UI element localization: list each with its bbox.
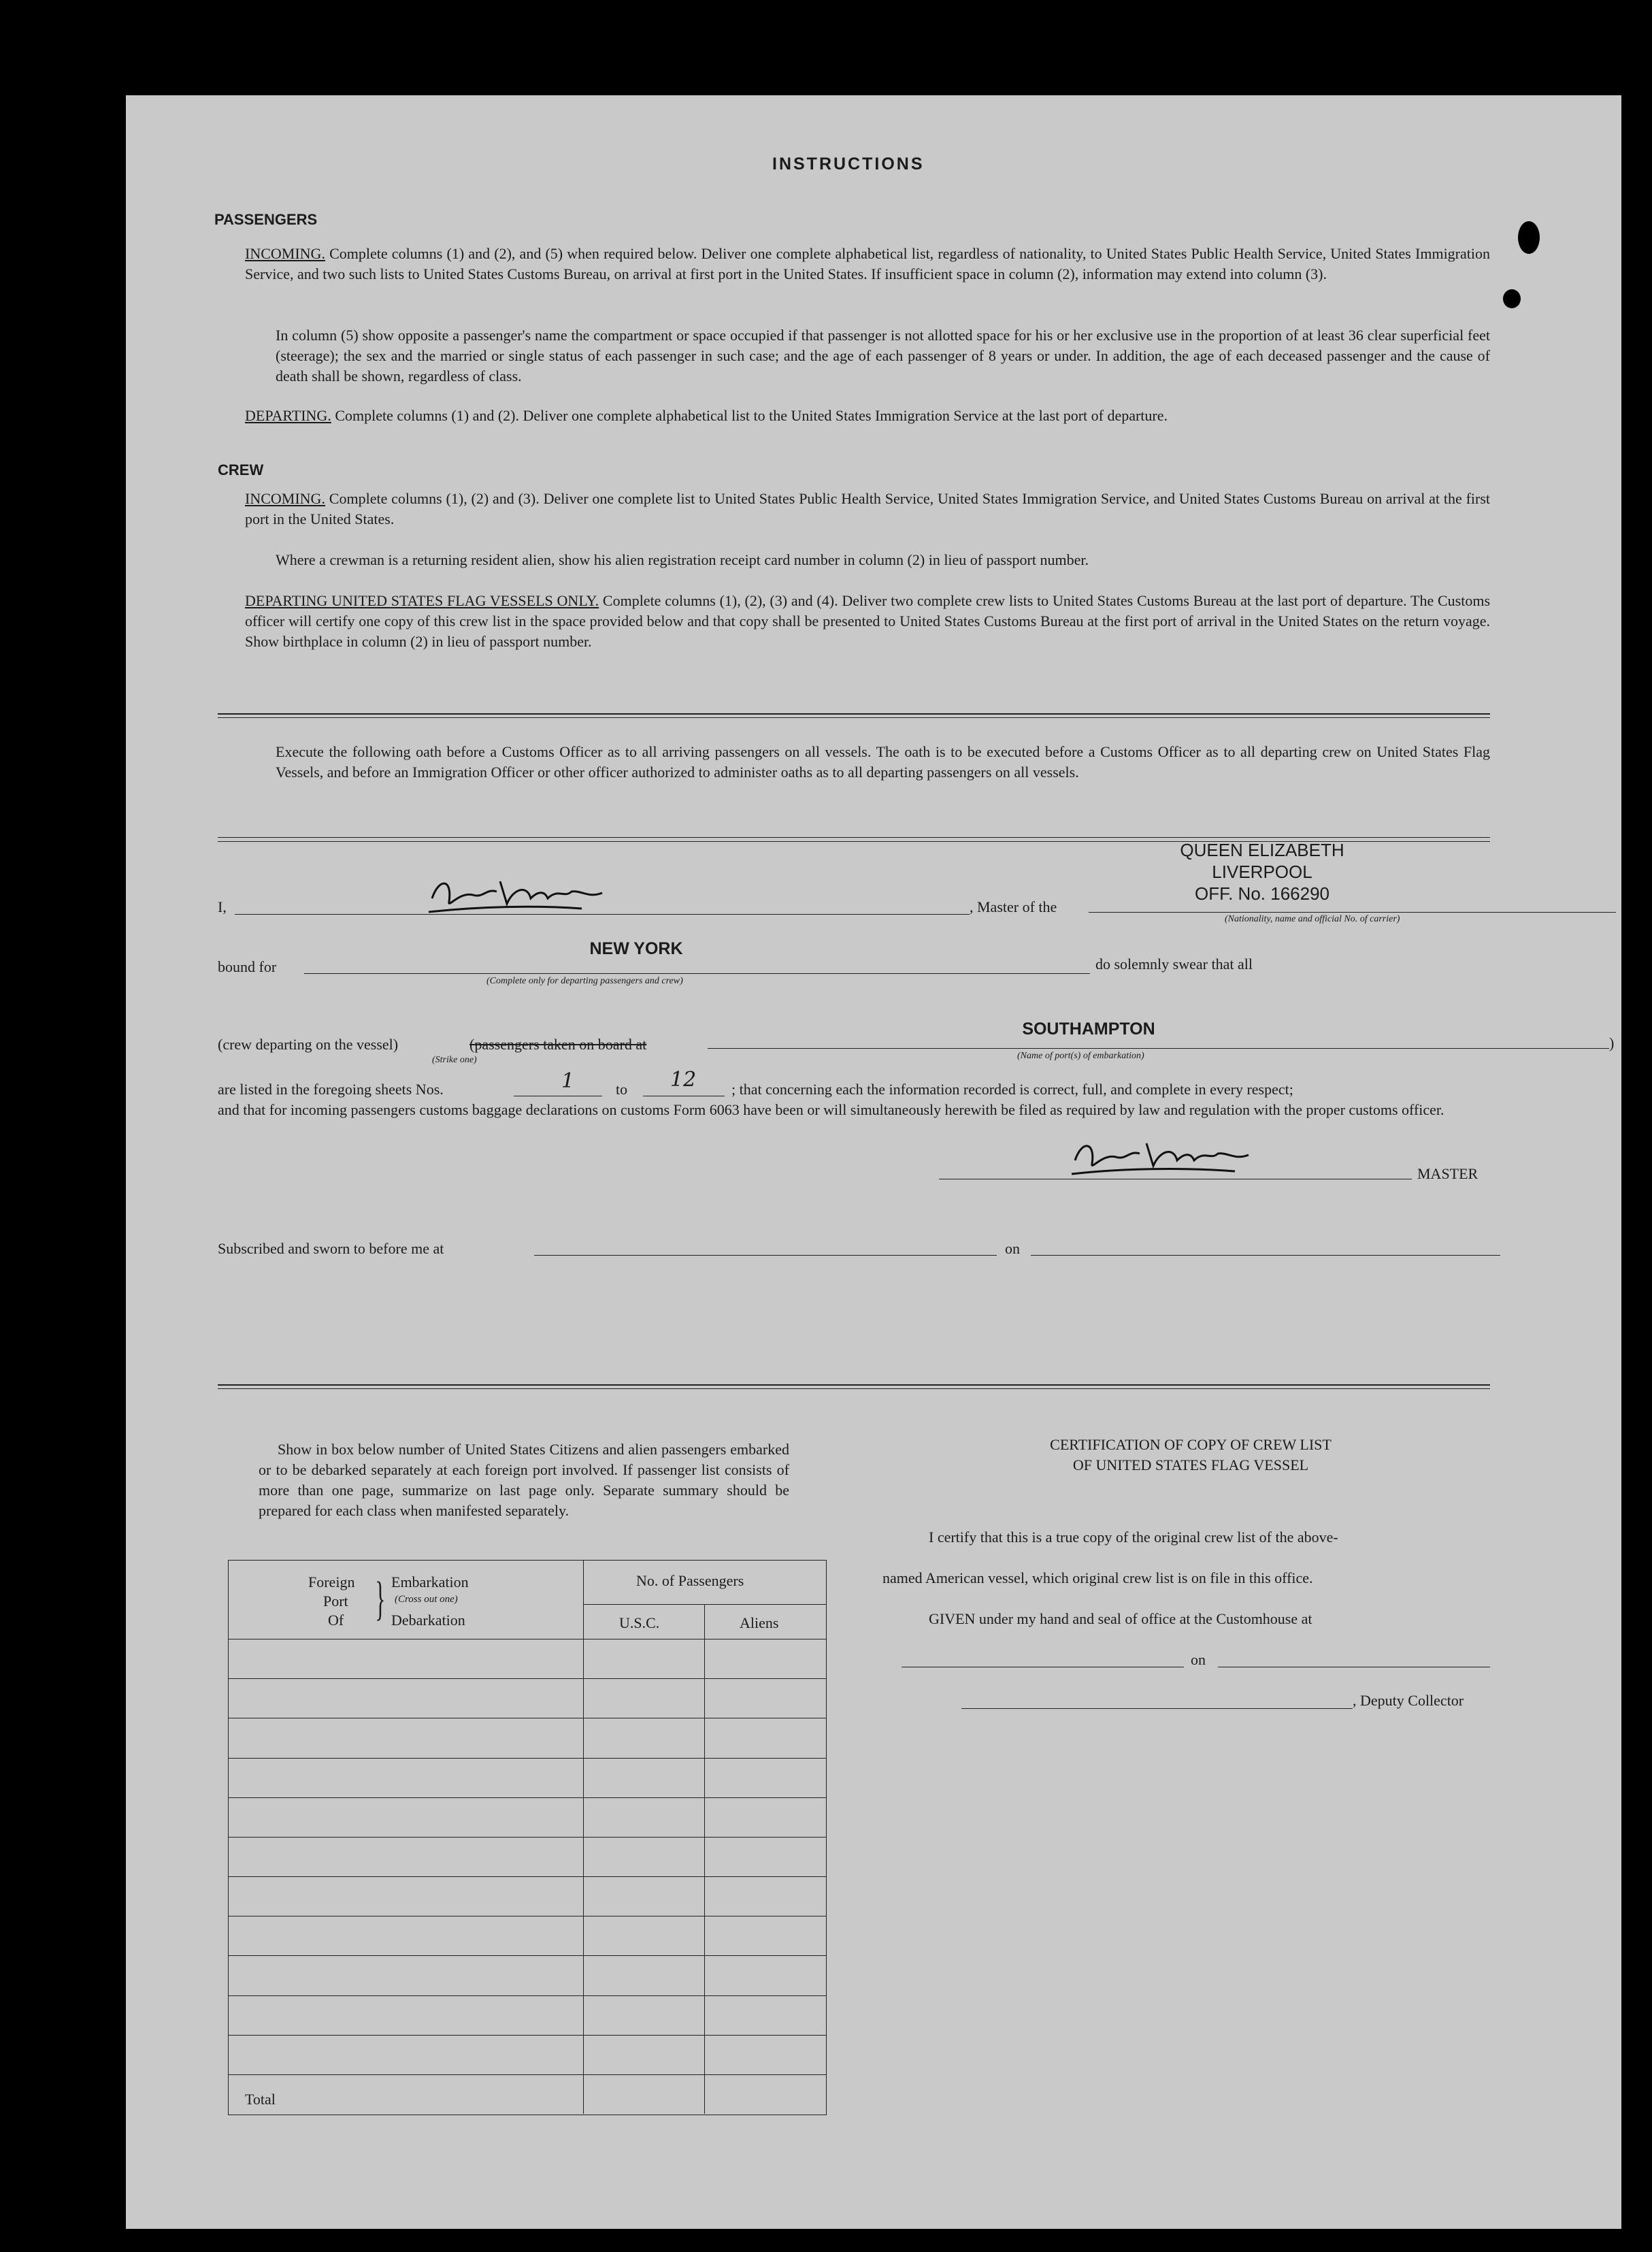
sheet-to: 12	[670, 1068, 697, 1092]
crew-heading: CREW	[218, 461, 264, 478]
col-of: Of	[328, 1612, 344, 1629]
passengers-incoming-label: INCOMING.	[245, 245, 325, 262]
strike-caption: (Strike one)	[432, 1055, 477, 1065]
embark-line	[708, 1048, 1609, 1049]
page-title: INSTRUCTIONS	[772, 154, 925, 174]
listed-prefix: are listed in the foregoing sheets Nos.	[218, 1081, 444, 1098]
table-row-line	[228, 1797, 826, 1798]
certification-title-2: OF UNITED STATES FLAG VESSEL	[1072, 1456, 1309, 1473]
passengers-option-struck: (passengers taken on board at	[469, 1036, 647, 1053]
table-row-line	[228, 1678, 826, 1679]
embark-caption: (Name of port(s) of embarkation)	[1017, 1051, 1144, 1061]
table-row-line	[228, 1955, 826, 1956]
sheet-from: 1	[561, 1069, 575, 1093]
brace-icon: }	[375, 1573, 386, 1625]
crew-incoming-label: INCOMING.	[245, 490, 325, 507]
oath-i-label: I,	[218, 898, 227, 915]
form-sheet	[126, 95, 1621, 2229]
passengers-departing-label: DEPARTING.	[245, 407, 331, 424]
lower-divider-2	[218, 1388, 1490, 1389]
table-col-divider-2	[704, 1604, 705, 2114]
passengers-departing-text: Complete columns (1) and (2). Deliver one complete alphabetical list to the United States Immigration Service at the last port of departure.	[335, 407, 1168, 424]
vessel-caption: (Nationality, name and official No. of carrier)	[1225, 914, 1400, 924]
crew-departing-option: (crew departing on the vessel)	[218, 1036, 399, 1053]
deputy-collector-label: , Deputy Collector	[1353, 1692, 1464, 1709]
section-divider	[218, 713, 1490, 715]
certification-title-1: CERTIFICATION OF COPY OF CREW LIST	[1050, 1436, 1332, 1453]
master-signature-1	[425, 871, 629, 919]
punch-hole-2	[1503, 289, 1521, 308]
swear-text: do solemnly swear that all	[1095, 956, 1253, 973]
bound-for-value: NEW YORK	[589, 939, 683, 958]
listed-rest: and that for incoming passengers customs baggage declarations on customs Form 6063 have been or will simultaneously herewith be filed as required by law and regulation with the proper customs officer.	[218, 1101, 1444, 1118]
table-row-line	[228, 1995, 826, 1996]
crew-departing-paragraph	[245, 591, 1490, 652]
subscribed-place-line	[534, 1255, 997, 1256]
oath-intro-paragraph: Execute the following oath before a Customs Officer as to all arriving passengers on all vessels. The oath is to be executed before a Customs Officer as to all departing crew on United States Flag Vessels, and before an Immigration Officer or other officer authorized to administer oaths as to all departing passengers on all vessels.	[276, 743, 1490, 781]
certification-on-label: on	[1191, 1651, 1206, 1668]
vessel-official-number: OFF. No. 166290	[1195, 883, 1329, 904]
crew-crewman-paragraph: Where a crewman is a returning resident alien, show his alien registration receipt card number in column (2) in lieu of passport number.	[276, 551, 1089, 568]
punch-hole-1	[1518, 221, 1540, 254]
given-text: GIVEN under my hand and seal of office at the Customhouse at	[929, 1610, 1312, 1627]
crew-incoming-paragraph	[245, 489, 1490, 529]
bound-for-line	[304, 973, 1090, 974]
listed-suffix: ; that concerning each the information recorded is correct, full, and complete in every respect;	[731, 1081, 1293, 1098]
passengers-incoming-text: Complete columns (1) and (2), and (5) when required below. Deliver one complete alphabetical list, regardless of nationality, to United States Public Health Service, United States Immigration Service, and two such lists to United States Customs Bureau, on arrival at first port in the United States. If insufficient space in column (2), information may extend into column (3).	[245, 245, 1491, 282]
col-foreign: Foreign	[308, 1573, 355, 1590]
subscribed-on-label: on	[1005, 1240, 1020, 1257]
vessel-port: LIVERPOOL	[1212, 862, 1312, 882]
crew-departing-label: DEPARTING UNITED STATES FLAG VESSELS ONLY.	[245, 592, 599, 609]
col-usc: U.S.C.	[619, 1614, 660, 1631]
bound-for-label: bound for	[218, 958, 277, 975]
summary-instructions: Show in box below number of United States Citizens and alien passengers embarked or to be debarked separately at each foreign port involved. If passenger list consists of more than one page, summarize on last page only. Separate summary should be prepared for each class when manifested separately.	[259, 1441, 789, 1519]
summary-table	[228, 1560, 827, 2115]
col-debarkation: Debarkation	[391, 1612, 465, 1629]
subscribed-label: Subscribed and sworn to before me at	[218, 1240, 444, 1257]
vessel-name: QUEEN ELIZABETH	[1180, 840, 1344, 860]
crew-incoming-text: Complete columns (1), (2) and (3). Deliver one complete list to United States Public Health Service, United States Immigration Service, and United States Customs Bureau on arrival at the first port in the United States.	[245, 490, 1491, 527]
passengers-incoming-paragraph	[245, 244, 1490, 284]
col-cross-out: (Cross out one)	[395, 1594, 458, 1605]
vessel-line	[1089, 912, 1616, 913]
col-port: Port	[323, 1593, 348, 1610]
passengers-column5-paragraph: In column (5) show opposite a passenger's name the compartment or space occupied if that passenger is not allotted space for his or her exclusive use in the proportion of at least 36 clear superficial feet (steerage); the sex and the married or single status of each passenger in such case; and the age of each passenger of 8 years or under. In addition, the age of each deceased passenger and the cause of death shall be shown, regardless of class.	[276, 327, 1490, 385]
table-subheader-line	[583, 1604, 826, 1605]
certify-line-1: I certify that this is a true copy of the original crew list of the above-	[929, 1529, 1338, 1546]
col-aliens: Aliens	[740, 1614, 779, 1631]
col-no-passengers: No. of Passengers	[636, 1572, 744, 1589]
total-label: Total	[245, 2091, 276, 2108]
crew-departing-text: Complete columns (1), (2), (3) and (4). Deliver two complete crew lists to United States Customs Bureau at the last port of departure. The Customs officer will certify one copy of this crew list in the space provided below and that copy shall be presented to United States Customs Bureau at the first port of arrival in the United States on the return voyage. Show birthplace in column (2) in lieu of passport number.	[245, 592, 1491, 650]
subscribed-date-line	[1031, 1255, 1500, 1256]
table-row-line	[228, 2074, 826, 2075]
lower-divider	[218, 1384, 1490, 1386]
deputy-line	[961, 1708, 1353, 1709]
certify-line-2: named American vessel, which original crew list is on file in this office.	[882, 1569, 1313, 1586]
col-embarkation: Embarkation	[391, 1573, 469, 1590]
passengers-heading: PASSENGERS	[214, 211, 318, 228]
table-row-line	[228, 1758, 826, 1759]
bound-for-caption: (Complete only for departing passengers and crew)	[486, 976, 683, 986]
table-row-line	[228, 2035, 826, 2036]
table-row-line	[228, 1837, 826, 1838]
table-row-line	[228, 1876, 826, 1877]
to-label: to	[616, 1081, 628, 1098]
embark-port: SOUTHAMPTON	[1022, 1019, 1155, 1039]
section-divider-2	[218, 717, 1490, 718]
master-label: MASTER	[1417, 1165, 1478, 1182]
oath-divider	[218, 837, 1490, 838]
passengers-departing-paragraph	[245, 406, 1490, 426]
master-of-the-label: , Master of the	[970, 898, 1057, 915]
close-paren: )	[1609, 1034, 1615, 1051]
master-signature-2	[1065, 1133, 1283, 1181]
